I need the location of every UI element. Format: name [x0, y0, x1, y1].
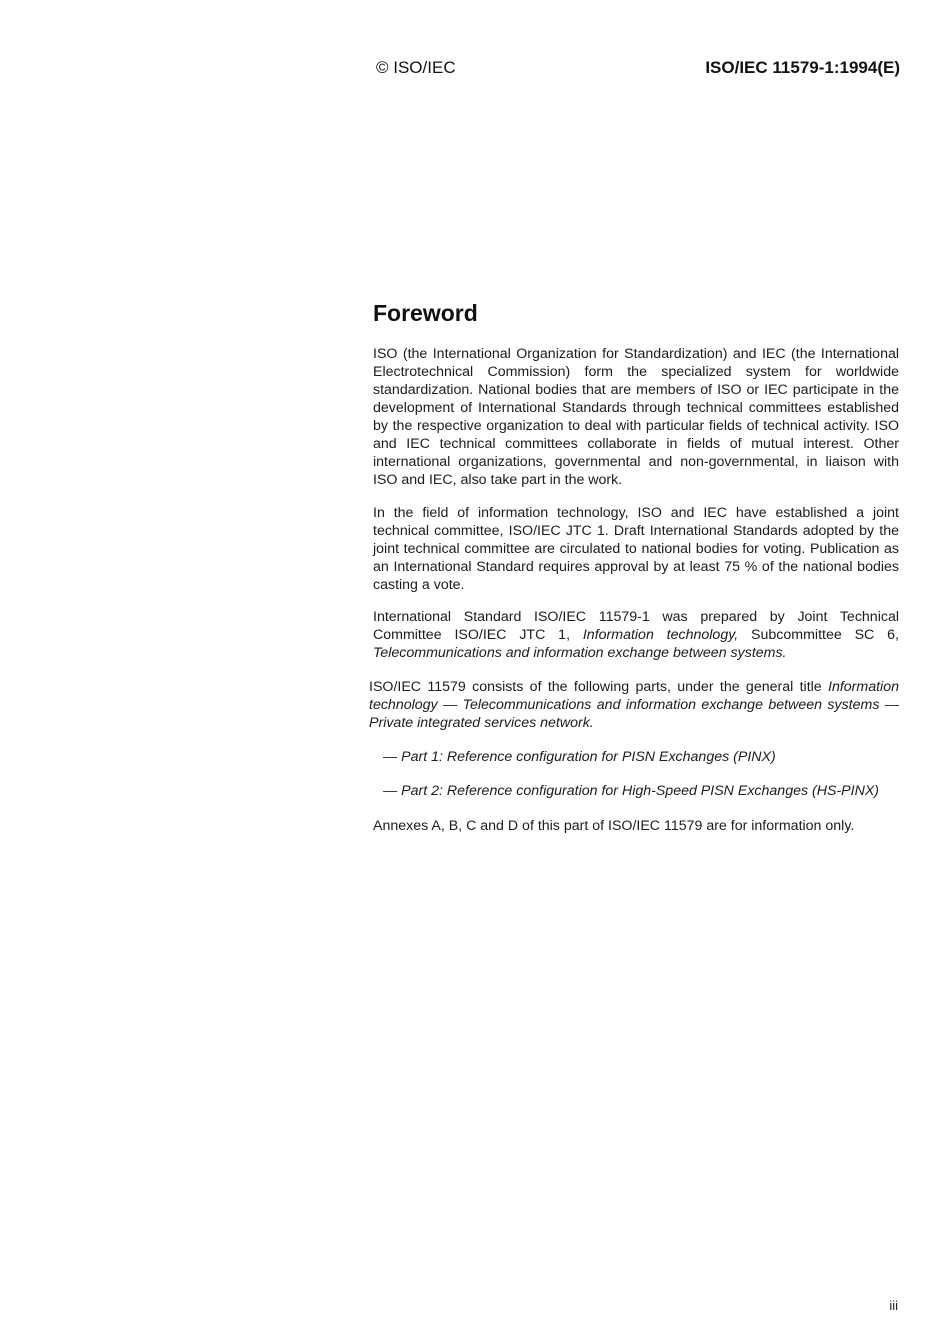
- general-title: Information technology — Telecommunications and information exchange between systems — Private integrated services network.: [369, 679, 899, 731]
- subcommittee-text: Subcommittee SC 6,: [738, 627, 899, 643]
- list-item-part-2: [383, 782, 899, 800]
- parts-intro-text: ISO/IEC 11579 consists of the following parts, under the general title: [369, 679, 829, 695]
- copyright-header: © ISO/IEC: [376, 58, 456, 77]
- paragraph-parts: [369, 678, 899, 732]
- paragraph-prepared-by: [373, 608, 899, 662]
- paragraph-iso-iec-intro: ISO (the International Organization for Standardization) and IEC (the International Electrotechnical Commission) form the specialized system for worldwide standardization. National bodies that are members of ISO or IEC participate in the development of International Standards through technical committees established by the respective organization to deal with particular fields of technical activity. ISO and IEC technical committees collaborate in fields of mutual interest. Other international organizations, governmental and non-governmental, in liaison with ISO and IEC, also take part in the work.: [373, 346, 899, 488]
- page-number: iii: [889, 1298, 898, 1313]
- part-1-title: — Part 1: Reference configuration for PISN Exchanges (PINX): [383, 749, 776, 765]
- page-title: Foreword: [373, 300, 478, 326]
- prepared-by-text: International Standard ISO/IEC 11579-1 was prepared by Joint Technical Committee ISO/IEC JTC 1,: [373, 609, 899, 643]
- committee-title: Information technology,: [582, 627, 739, 643]
- subcommittee-title: Telecommunications and information exchange between systems.: [373, 645, 787, 661]
- list-item-part-1: [383, 748, 893, 766]
- paragraph-annexes: Annexes A, B, C and D of this part of ISO/IEC 11579 are for information only.: [373, 818, 855, 834]
- paragraph-jtc1: In the field of information technology, ISO and IEC have established a joint technical committee, ISO/IEC JTC 1. Draft International Standards adopted by the joint technical committee are circulated to national bodies for voting. Publication as an International Standard requires approval by at least 75 % of the national bodies casting a vote.: [373, 505, 899, 593]
- part-2-title: — Part 2: Reference configuration for High-Speed PISN Exchanges (HS-PINX): [383, 783, 880, 799]
- standard-number-header: ISO/IEC 11579-1:1994(E): [705, 58, 900, 77]
